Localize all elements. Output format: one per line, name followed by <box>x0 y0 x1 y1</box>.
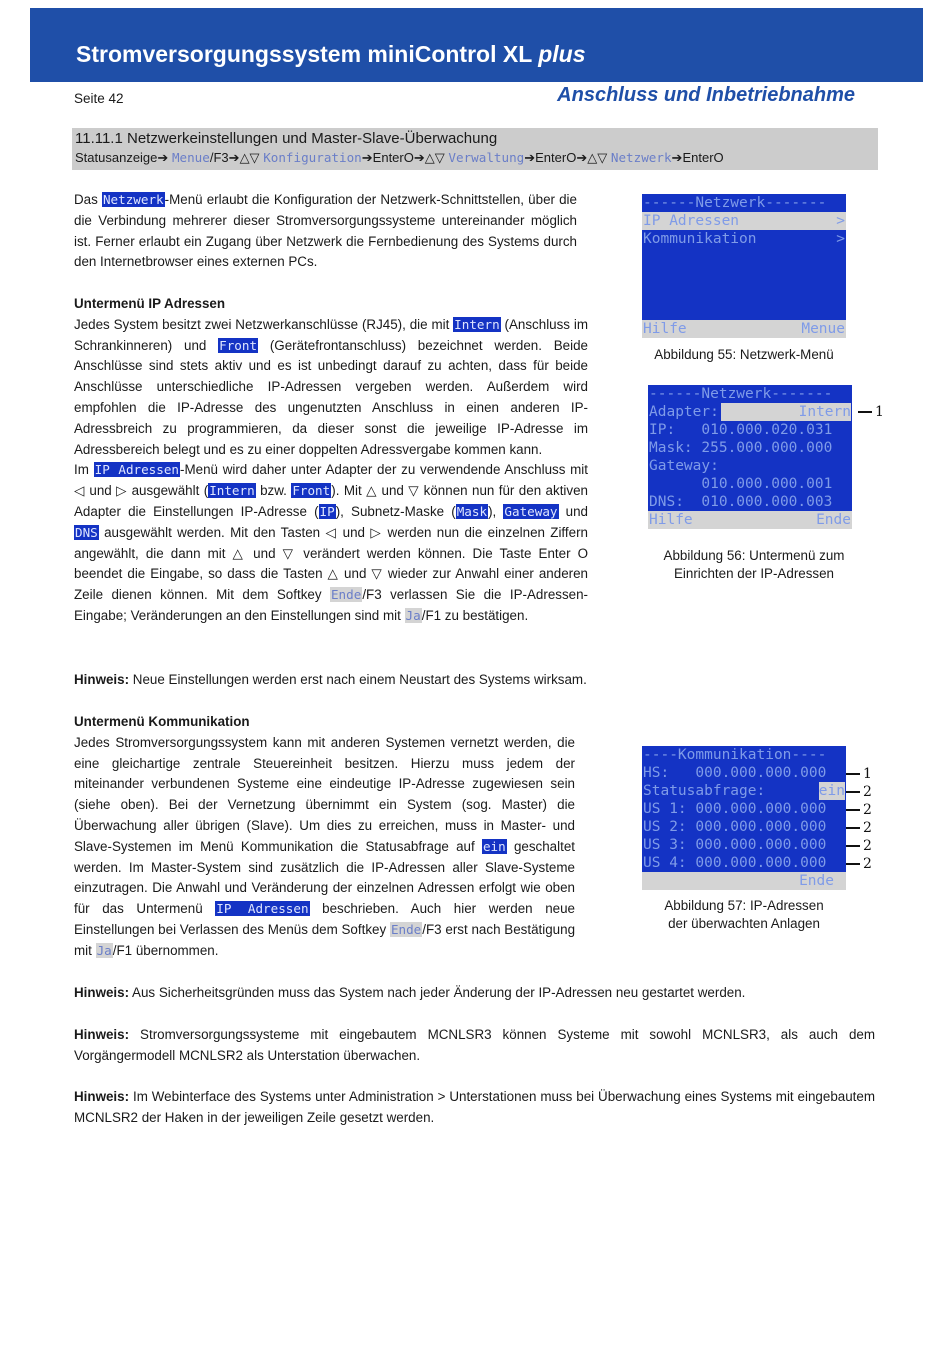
lcd-row-ip: IP: 010.000.020.031 <box>649 422 833 438</box>
page-number: Seite 42 <box>74 91 124 106</box>
lcd-netzwerk-menu <box>642 194 846 338</box>
lcd-softkeys: Hilfe Ende <box>649 512 851 528</box>
hint-3: Hinweis: Stromversorgungssysteme mit eingebautem MCNLSR3 können Systeme mit sowohl MCNLSR3, als auch dem Vorgängermodell MCNLSR2 als Unterstation überwachen. <box>74 1027 875 1063</box>
figure-56-caption: Abbildung 56: Untermenü zum Einrichten der IP-Adressen <box>663 548 845 581</box>
lcd-row-us4: US 4: 000.000.000.000 <box>643 855 827 871</box>
lcd-row-us3: US 3: 000.000.000.000 <box>643 837 827 853</box>
komm-section <box>74 712 575 962</box>
callout-1: 1 <box>858 403 884 421</box>
callout-us1: 2 <box>846 801 872 819</box>
chapter-title: Anschluss und Inbetriebnahme <box>557 84 855 106</box>
lcd-row-us1: US 1: 000.000.000.000 <box>643 801 827 817</box>
lcd-row-statusabfrage: Statusabfrage: ein <box>643 783 845 799</box>
lcd-row-kommunikation: Kommunikation > <box>643 231 845 247</box>
ip-section <box>74 294 588 627</box>
lcd-row-mask: Mask: 255.000.000.000 <box>649 440 833 456</box>
lcd-row-adapter: Adapter: Intern <box>649 404 851 420</box>
ip-section-heading: Untermenü IP Adressen <box>74 296 226 311</box>
section-heading-box <box>72 128 878 170</box>
menu-path: Statusanzeige➔ Menue/F3➔△▽ Konfiguration➔EnterO➔△▽ Verwaltung➔EnterO➔△▽ Netzwerk➔EnterO <box>75 150 724 165</box>
lcd-title: ------Netzwerk------- <box>643 195 827 211</box>
header-banner <box>30 8 923 82</box>
hint-4: Hinweis: Im Webinterface des Systems unter Administration > Unterstationen muss bei Überwachung eines Systems mit eingebautem MCNLSR2 der Haken in der jeweiligen Zeile gesetzt werden. <box>74 1089 875 1125</box>
callout-hs: 1 <box>846 765 872 783</box>
lcd-row-dns: DNS: 010.000.000.003 <box>649 494 833 510</box>
hint-2: Hinweis: Aus Sicherheitsgründen muss das System nach jeder Änderung der IP-Adressen neu gestartet werden. <box>74 985 746 1000</box>
callout-us2: 2 <box>846 819 872 837</box>
intro-paragraph: Das Netzwerk-Menü erlaubt die Konfiguration der Netzwerk-Schnittstellen, über die die Verbindung mehrerer dieser Stromversorgungssysteme untereinander möglich ist. Ferner erlaubt ein Zugang über Netzwerk die Fernbedienung des Systems durch den Internetbrowser eines externen PCs. <box>74 192 577 270</box>
document-title: Stromversorgungssystem miniControl XL plus <box>76 41 586 67</box>
callout-us4: 2 <box>846 855 872 873</box>
figure-57-caption: Abbildung 57: IP-Adressen der überwachten Anlagen <box>664 898 824 931</box>
lcd-row-hs: HS: 000.000.000.000 <box>643 765 827 781</box>
callout-us3: 2 <box>846 837 872 855</box>
ip-section-text-1: Jedes System besitzt zwei Netzwerkanschlüsse (RJ45), die mit Intern (Anschluss im Schrankinneren) und Front (Gerätefrontanschluss) bezeichnet werden. Beide Anschlüsse sind stets aktiv und es ist unbedingt darauf zu achten, dass für beide Anschlüsse unterschiedliche IP-Adressen vergeben werden. Außerdem wird empfohlen die IP-Adresse des ungenutzten Anschluss in einen anderen IP-Adressbreich zu programmieren, da dieser sonst die jeweilige IP-Adresse im Adressbereich belegt und es zu einer doppelten Adressvergabe kommen kann. <box>74 316 588 457</box>
lcd-row-us2: US 2: 000.000.000.000 <box>643 819 827 835</box>
lcd-row-gateway-value: 010.000.000.001 <box>649 476 833 492</box>
lcd-row-gateway-label: Gateway: <box>649 458 719 474</box>
komm-section-heading: Untermenü Kommunikation <box>74 714 250 729</box>
lcd-ip-adressen <box>648 385 852 529</box>
lcd-title: ------Netzwerk------- <box>649 386 833 402</box>
ip-section-text-2: Im IP Adressen-Menü wird daher unter Adapter der zu verwendende Anschluss mit ◁ und ▷ ausgewählt (Intern bzw. Front). Mit △ und ▽ können nun für den aktiven Adapter die Einstellungen IP-Adresse (IP), Subnetz-Maske (Mask), Gateway und DNS ausgewählt werden. Mit den Tasten ◁ und ▷ werden nun die einzelnen Ziffern angewählt, die dann mit △ und ▽ verändert werden können. Die Taste Enter O beendet die Eingabe, so dass die Tasten △ und ▽ wieder zur Anwahl einer anderen Zeile dienen können. Mit dem Softkey Ende/F3 verlassen Sie die IP-Adressen-Eingabe; Veränderungen an den Einstellungen sind mit Ja/F1 zu bestätigen. <box>74 462 589 623</box>
hint-1: Hinweis: Neue Einstellungen werden erst nach einem Neustart des Systems wirksam. <box>74 672 587 687</box>
lcd-softkeys: Ende <box>642 872 846 890</box>
callout-statusabfrage: 2 <box>846 783 872 801</box>
section-title: 11.11.1 Netzwerkeinstellungen und Master-Slave-Überwachung <box>75 130 498 147</box>
figure-55-caption: Abbildung 55: Netzwerk-Menü <box>654 347 834 362</box>
komm-section-text: Jedes Stromversorgungssystem kann mit anderen Systemen vernetzt werden, die eine gleichartige zentrale Steuereinheit besitzen. Hierzu muss jedem der miteinander verbundenen Systeme eine eindeutige IP-Adresse zugewiesen sein (siehe oben). Bei der Vernetzung übernimmt ein System (sog. Master) die Überwachung aller übrigen (Slave). Um dies zu erreichen, muss in Master- und Slave-Systemen im Menü Kommunikation die Statusabfrage auf ein geschaltet werden. Im Master-System sind zusätzlich die IP-Adressen aller Slave-Systeme einzutragen. Die Anwahl und Veränderung der einzelnen Adressen erfolgt wie oben für das Untermenü IP Adressen beschrieben. Auch hier werden neue Einstellungen bei Verlassen des Menüs dem Softkey Ende/F3 erst nach Bestätigung mit Ja/F1 übernommen. <box>74 734 576 958</box>
lcd-title: ----Kommunikation---- <box>643 747 827 763</box>
lcd-row-ip-adressen: IP Adressen > <box>643 213 845 229</box>
lcd-kommunikation <box>642 746 846 890</box>
lcd-softkeys: Hilfe Menue <box>643 321 845 337</box>
